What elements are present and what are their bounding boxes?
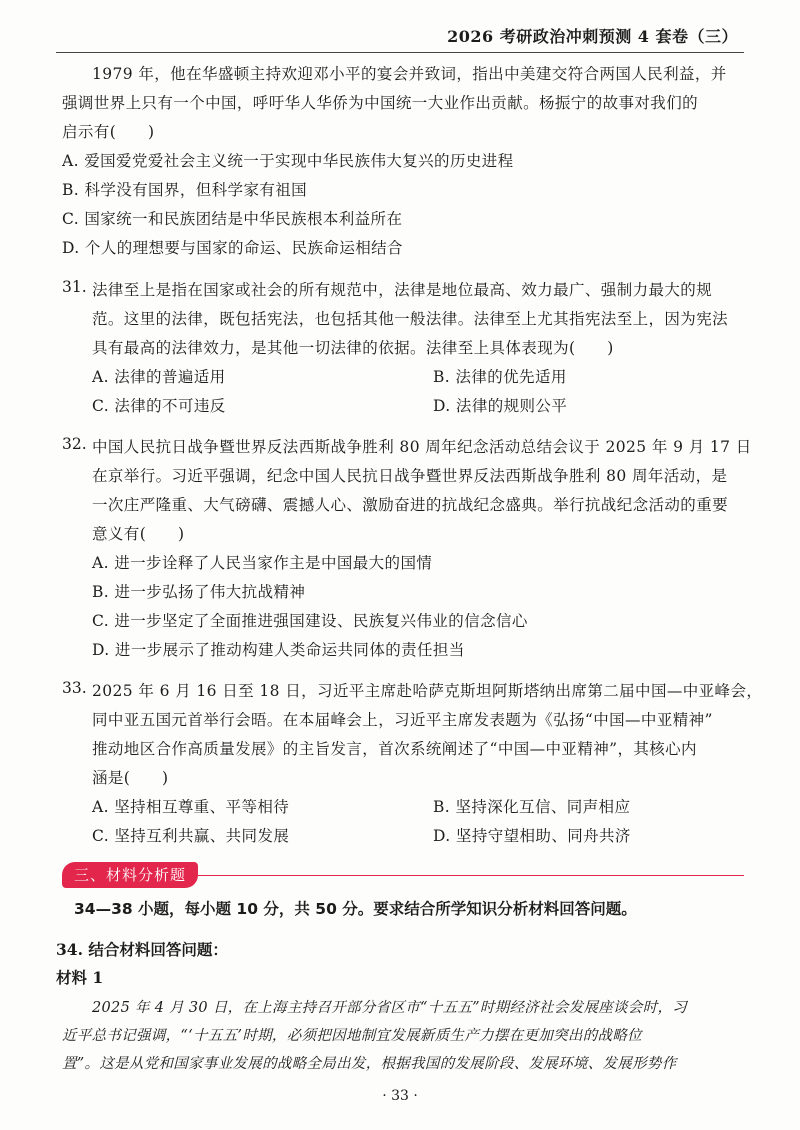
q32-option-c: C. 进一步坚定了全面推进强国建设、民族复兴伟业的信念信心	[92, 612, 528, 630]
page-header-title: 2026 考研政治冲刺预测 4 套卷（三）	[447, 27, 738, 46]
q32-line-1: 中国人民抗日战争暨世界反法西斯战争胜利 80 周年纪念活动总结会议于 2025 年 9 月 17 日	[92, 438, 752, 456]
q31-option-b: B. 法律的优先适用	[433, 368, 567, 386]
q30-line-1: 1979 年，他在华盛顿主持欢迎邓小平的宴会并致词，指出中美建交符合两国人民利益，并	[92, 65, 727, 83]
q33-option-b: B. 坚持深化互信、同声相应	[433, 798, 631, 816]
material-line-2: 近平总书记强调，“‘十五五’时期，必须把因地制宜发展新质生产力摆在更加突出的战略位	[62, 1028, 642, 1044]
material-label: 材料 1	[56, 968, 104, 987]
q32-line-4: 意义有( )	[92, 525, 185, 543]
q30-line-3: 启示有( )	[62, 123, 155, 141]
q31-line-2: 范。这里的法律，既包括宪法，也包括其他一般法律。法律至上尤其指宪法至上，因为宪法	[92, 310, 729, 328]
q30-option-b: B. 科学没有国界，但科学家有祖国	[62, 181, 308, 199]
q32-line-2: 在京举行。习近平强调，纪念中国人民抗日战争暨世界反法西斯战争胜利 80 周年活动，是	[92, 467, 728, 485]
q32-option-b: B. 进一步弘扬了伟大抗战精神	[92, 583, 306, 601]
q33-option-a: A. 坚持相互尊重、平等相待	[92, 798, 290, 816]
q31-line-3: 具有最高的法律效力，是其他一切法律的依据。法律至上具体表现为( )	[92, 339, 614, 357]
q33-line-1: 2025 年 6 月 16 日至 18 日，习近平主席赴哈萨克斯坦阿斯塔纳出席第二届中国—中亚峰会，	[92, 682, 763, 700]
q31-option-a: A. 法律的普遍适用	[92, 368, 226, 386]
q33-option-d: D. 坚持守望相助、同舟共济	[433, 827, 631, 845]
section-badge: 三、材料分析题	[62, 862, 198, 888]
q30-line-2: 强调世界上只有一个中国，呼吁华人华侨为中国统一大业作出贡献。杨振宁的故事对我们的	[62, 94, 699, 112]
header-divider	[56, 52, 744, 53]
q32-number: 32.	[62, 435, 87, 453]
q33-line-3: 推动地区合作高质量发展》的主旨发言，首次系统阐述了“中国—中亚精神”，其核心内	[92, 740, 697, 758]
q32-option-a: A. 进一步诠释了人民当家作主是中国最大的国情	[92, 554, 433, 572]
q31-option-c: C. 法律的不可违反	[92, 397, 226, 415]
q30-option-a: A. 爱国爱党爱社会主义统一于实现中华民族伟大复兴的历史进程	[62, 152, 514, 170]
material-line-3: 置”。这是从党和国家事业发展的战略全局出发，根据我国的发展阶段、发展环境、发展形势作	[62, 1056, 677, 1072]
q30-option-d: D. 个人的理想要与国家的命运、民族命运相结合	[62, 239, 403, 257]
q31-line-1: 法律至上是指在国家或社会的所有规范中，法律是地位最高、效力最广、强制力最大的规	[92, 281, 713, 299]
q33-line-4: 涵是( )	[92, 769, 169, 787]
q32-line-3: 一次庄严隆重、大气磅礴、震撼人心、激励奋进的抗战纪念盛典。举行抗战纪念活动的重要	[92, 496, 729, 514]
material-line-1: 2025 年 4 月 30 日，在上海主持召开部分省区市“十五五”时期经济社会发展座谈会时，习	[92, 1000, 688, 1016]
q33-number: 33.	[62, 679, 87, 697]
page-number: · 33 ·	[382, 1088, 418, 1104]
q34-title: 34. 结合材料回答问题：	[56, 940, 228, 959]
q33-line-2: 同中亚五国元首举行会晤。在本届峰会上，习近平主席发表题为《弘扬“中国—中亚精神”	[92, 711, 713, 729]
q30-option-c: C. 国家统一和民族团结是中华民族根本利益所在	[62, 210, 403, 228]
q33-option-c: C. 坚持互利共赢、共同发展	[92, 827, 290, 845]
q31-number: 31.	[62, 278, 87, 296]
q31-option-d: D. 法律的规则公平	[433, 397, 568, 415]
section-instruction: 34—38 小题，每小题 10 分，共 50 分。要求结合所学知识分析材料回答问题。	[74, 900, 637, 918]
q32-option-d: D. 进一步展示了推动构建人类命运共同体的责任担当	[92, 641, 465, 659]
section-divider	[198, 875, 744, 876]
